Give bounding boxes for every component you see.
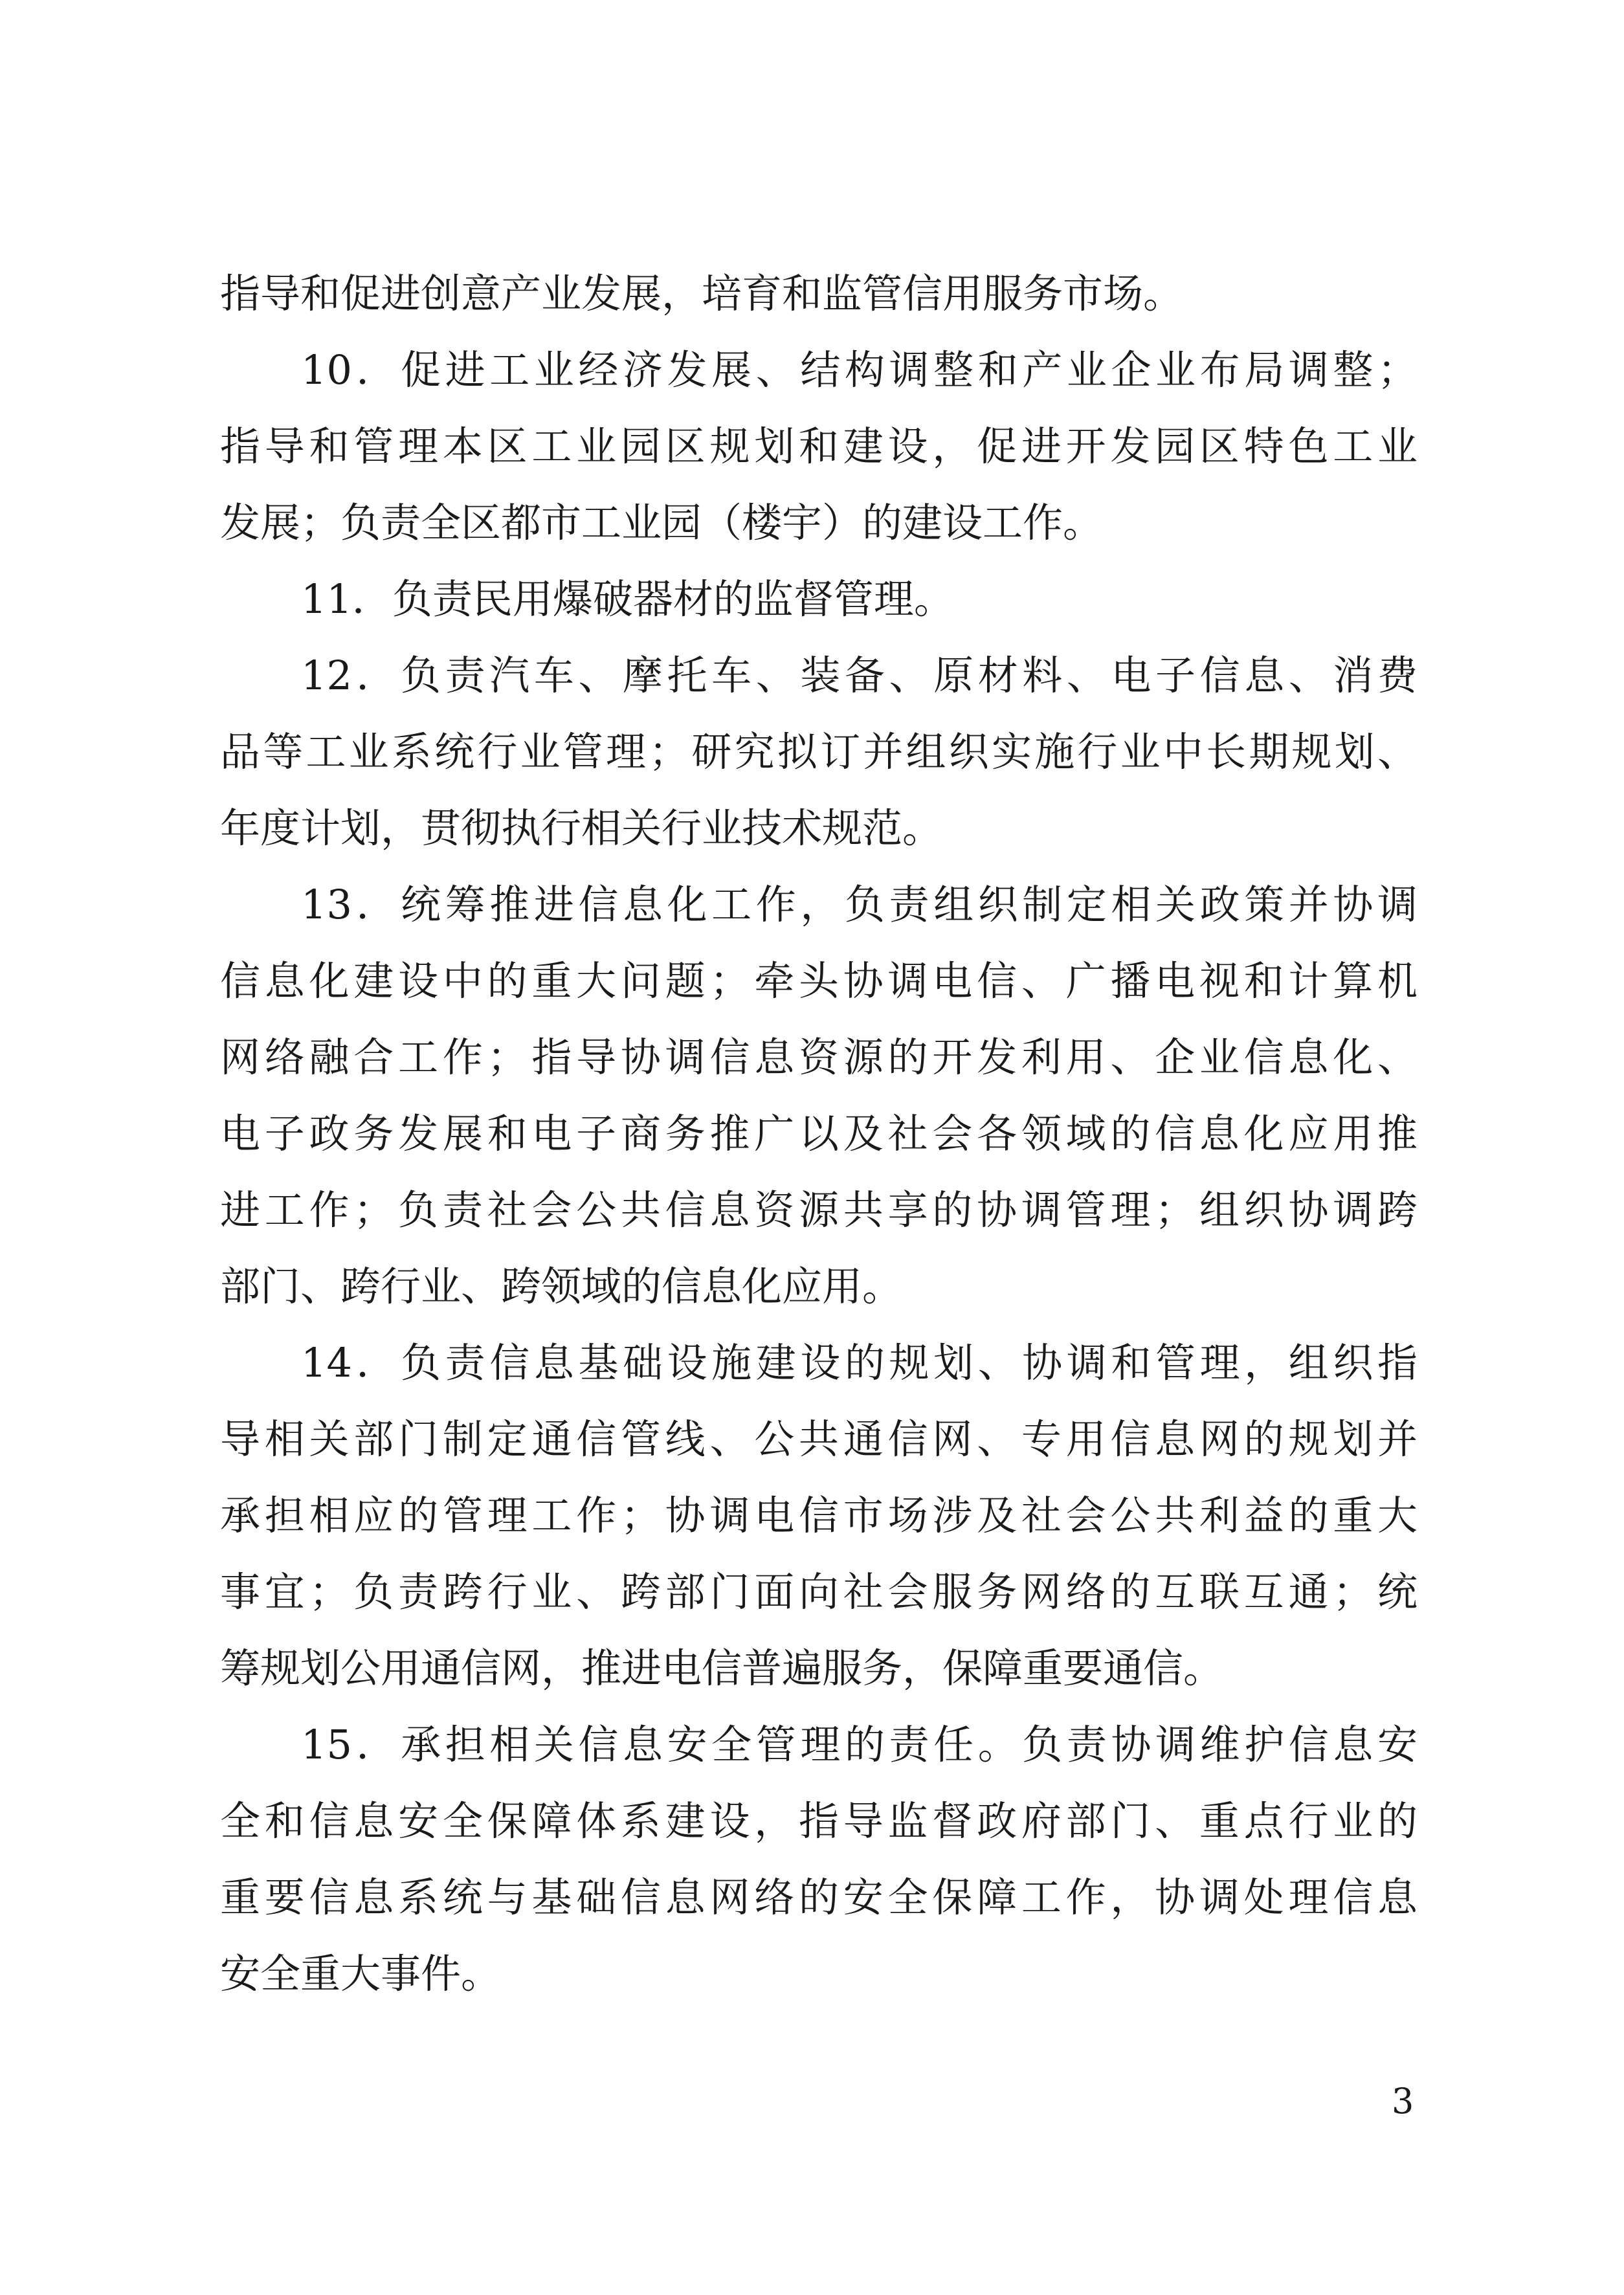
text-line: 导相关部门制定通信管线、公共通信网、专用信息网的规划并: [220, 1415, 1418, 1463]
text-line: 10．促进工业经济发展、结构调整和产业企业布局调整；: [301, 346, 1418, 394]
text-line: 发展；负责全区都市工业园（楼宇）的建设工作。: [220, 499, 1104, 546]
text-line: 部门、跨行业、跨领域的信息化应用。: [220, 1263, 903, 1310]
paragraph-item-15: [220, 1707, 1418, 2012]
text-line: 事宜；负责跨行业、跨部门面向社会服务网络的互联互通；统: [220, 1568, 1418, 1615]
paragraph-item-12: [220, 638, 1418, 867]
text-line: 指导和促进创意产业发展，培育和监管信用服务市场。: [220, 270, 1184, 317]
text-line: 进工作；负责社会公共信息资源共享的协调管理；组织协调跨: [220, 1186, 1418, 1234]
paragraph-continuation: [220, 256, 1418, 332]
text-line: 指导和管理本区工业园区规划和建设，促进开发园区特色工业: [220, 423, 1418, 470]
text-line: 品等工业系统行业管理；研究拟订并组织实施行业中长期规划、: [220, 728, 1418, 775]
text-line: 网络融合工作；指导协调信息资源的开发利用、企业信息化、: [220, 1034, 1418, 1081]
text-line: 全和信息安全保障体系建设，指导监督政府部门、重点行业的: [220, 1797, 1418, 1845]
paragraph-item-13: [220, 867, 1418, 1325]
text-line: 13．统筹推进信息化工作，负责组织制定相关政策并协调: [301, 881, 1418, 928]
text-line: 电子政务发展和电子商务推广以及社会各领域的信息化应用推: [220, 1110, 1418, 1157]
text-line: 年度计划，贯彻执行相关行业技术规范。: [220, 804, 943, 852]
text-line: 12．负责汽车、摩托车、装备、原材料、电子信息、消费: [301, 652, 1418, 699]
text-line: 筹规划公用通信网，推进电信普遍服务，保障重要通信。: [220, 1645, 1224, 1692]
page-number: 3: [1392, 2081, 1414, 2122]
paragraph-item-11: [220, 561, 1418, 638]
text-line: 11．负责民用爆破器材的监督管理。: [301, 575, 954, 623]
document-body: [220, 256, 1418, 2012]
paragraph-item-14: [220, 1325, 1418, 1707]
paragraph-item-10: [220, 332, 1418, 561]
text-line: 14．负责信息基础设施建设的规划、协调和管理，组织指: [301, 1339, 1418, 1386]
text-line: 承担相应的管理工作；协调电信市场涉及社会公共利益的重大: [220, 1492, 1418, 1539]
text-line: 重要信息系统与基础信息网络的安全保障工作，协调处理信息: [220, 1874, 1418, 1921]
text-line: 安全重大事件。: [220, 1950, 502, 1997]
text-line: 信息化建设中的重大问题；牵头协调电信、广播电视和计算机: [220, 957, 1418, 1004]
text-line: 15．承担相关信息安全管理的责任。负责协调维护信息安: [301, 1721, 1418, 1768]
